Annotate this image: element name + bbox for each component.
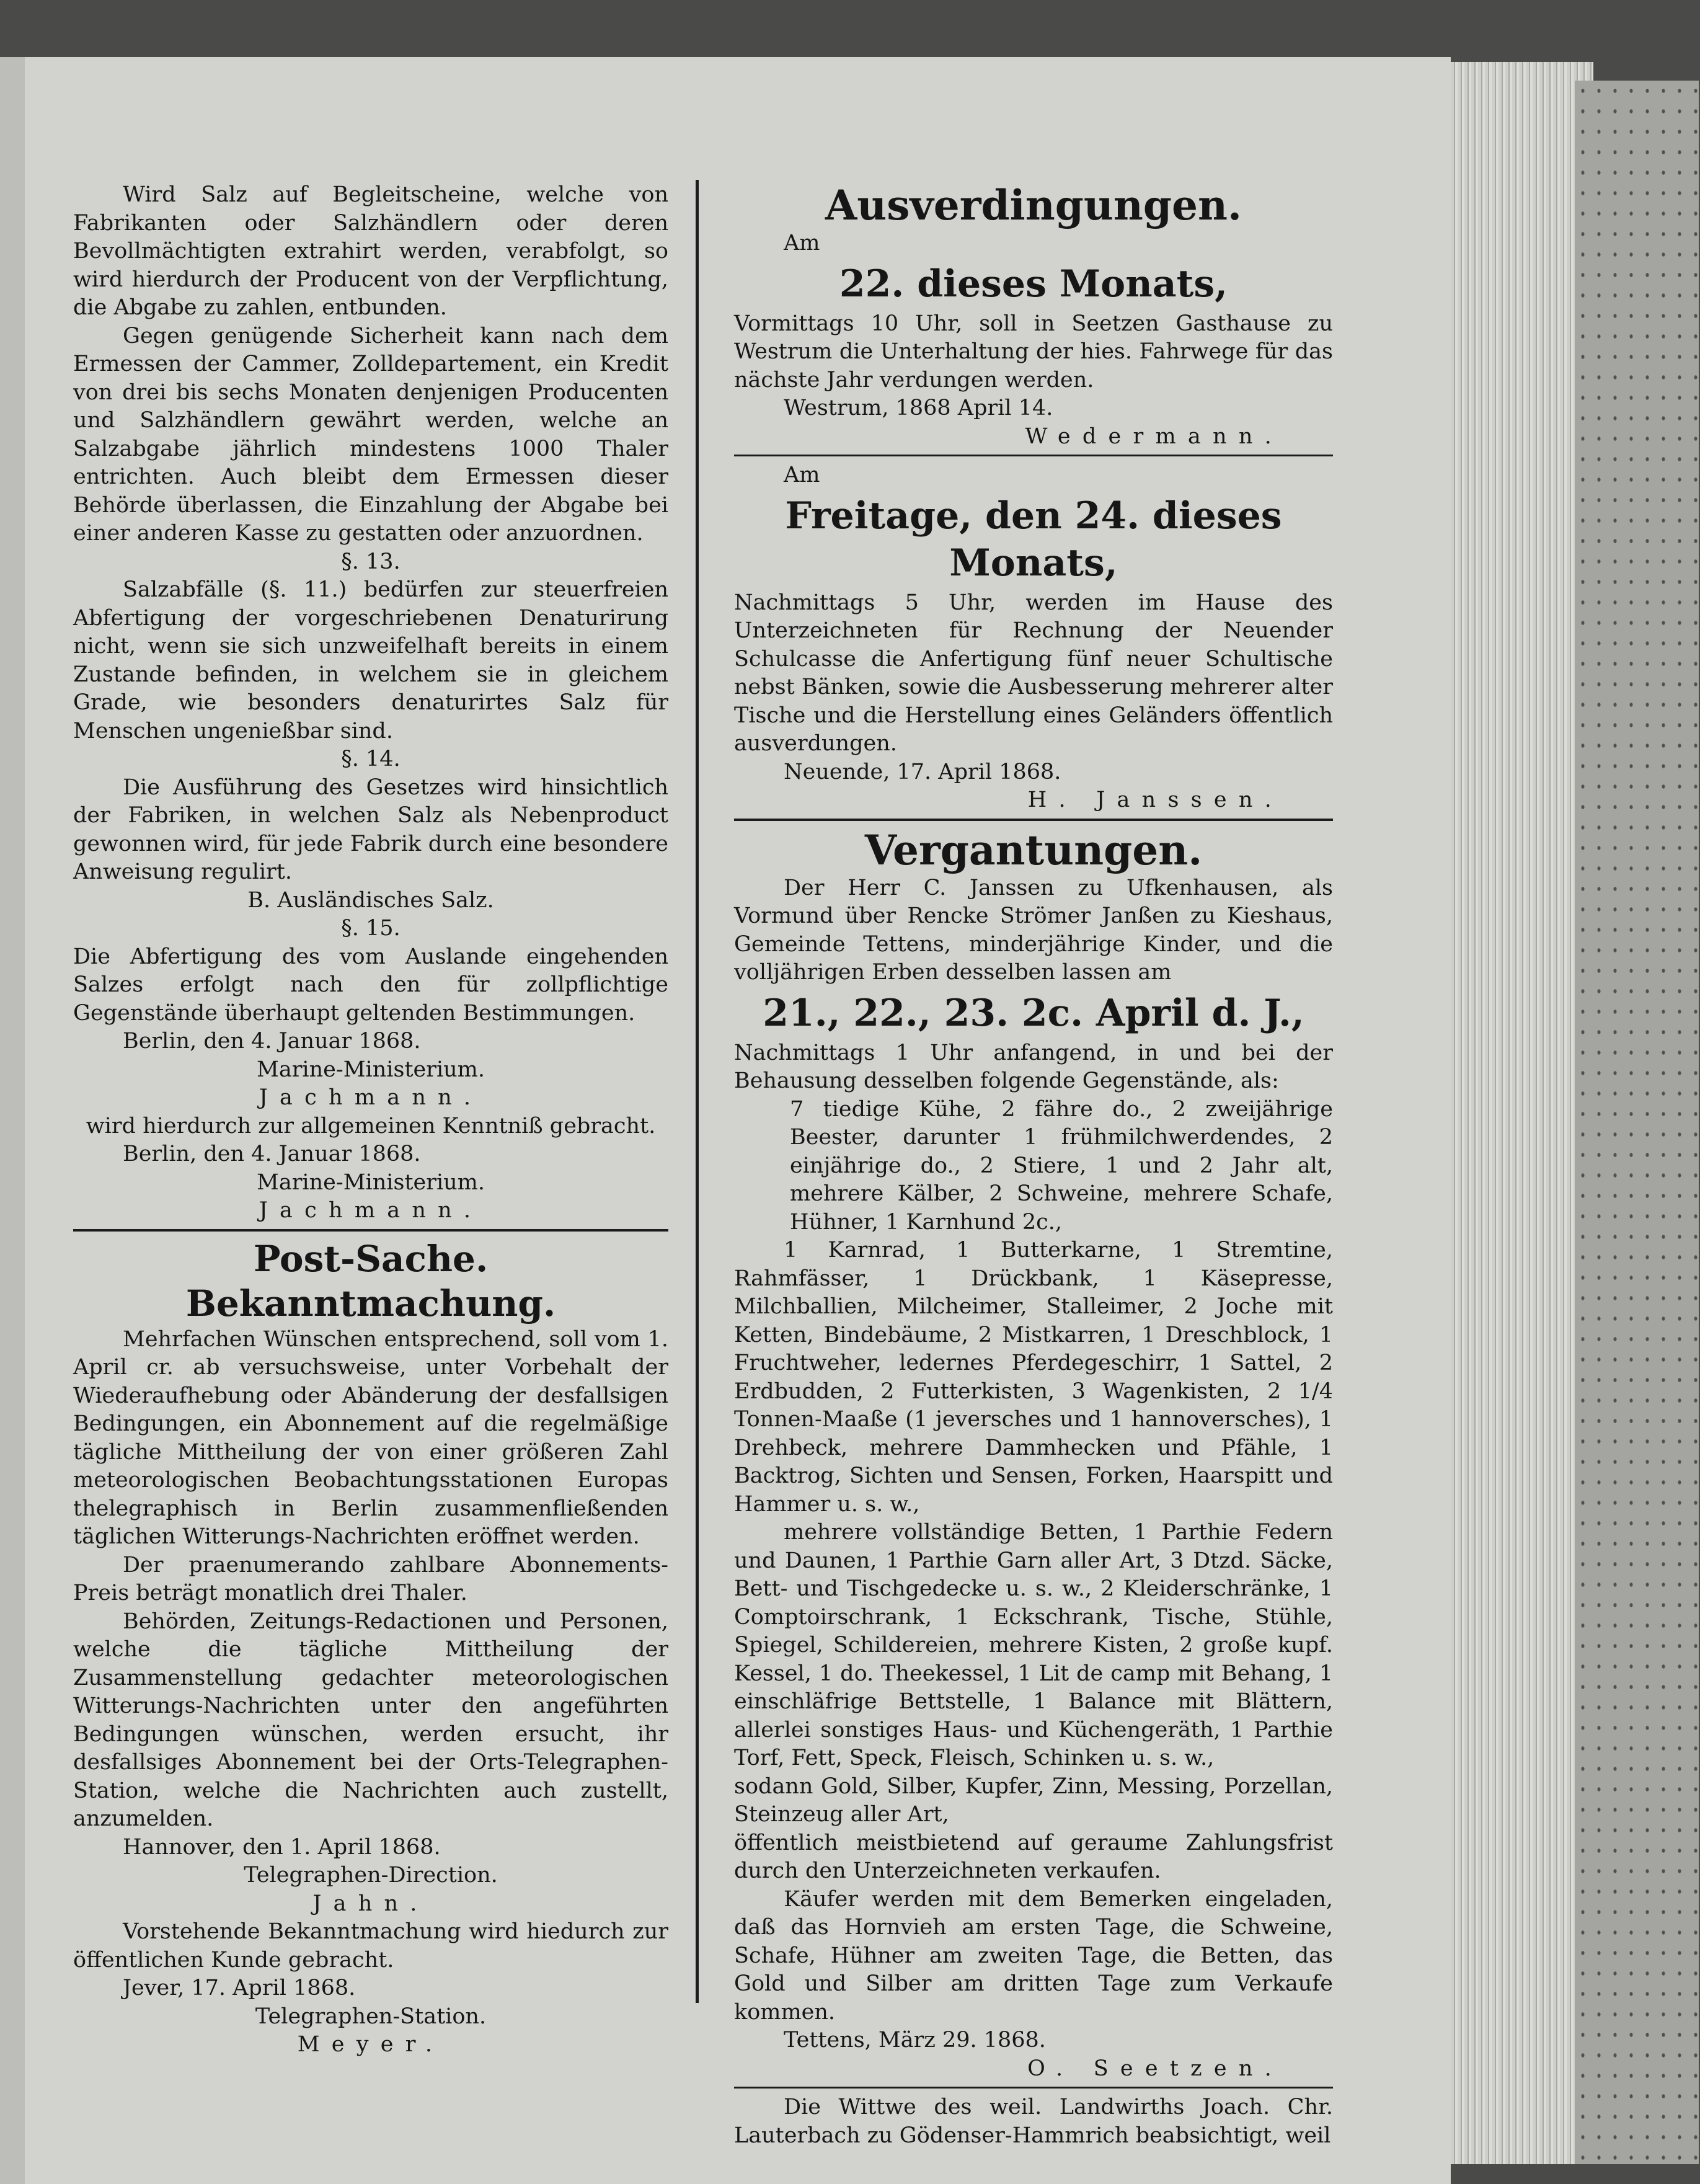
- ad1-place-date: Westrum, 1868 April 14.: [784, 396, 1053, 420]
- right-column: [734, 181, 1333, 2150]
- signer-jachmann-2: Jachmann.: [259, 1198, 483, 1223]
- date-berlin-2: Berlin, den 4. Januar 1868.: [123, 1142, 421, 1166]
- bekanntmachung-paragraph-2: Der praenumerando zahlbare Abonnements-Preis beträgt monatlich drei Thaler.: [73, 1552, 668, 1605]
- ministry-2: Marine-Ministerium.: [257, 1170, 485, 1195]
- column-divider: [696, 180, 699, 2003]
- signer-seetzen: O. Seetzen.: [1027, 2056, 1283, 2081]
- ad1-date: 22. dieses Monats,: [839, 262, 1228, 306]
- part-b-heading: B. Ausländisches Salz.: [247, 887, 494, 913]
- ad1-text: Vormittags 10 Uhr, soll in Seetzen Gasthause zu Westrum die Unterhaltung der hies. Fahrwege für das nächste Jahr verdungen werden.: [734, 311, 1333, 393]
- ad2-place-date: Neuende, 17. April 1868.: [784, 759, 1061, 784]
- section-15-text: Die Abfertigung des vom Auslande eingehenden Salzes erfolgt nach den für zollpflichtige Gegenstände überhaupt geltenden Bestimmungen.: [73, 944, 668, 1026]
- section-13-text: Salzabfälle (§. 11.) bedürfen zur steuerfreien Abfertigung der vorgeschriebenen Denaturirung nicht, wenn sie sich unzweifelhaft bereits in einem Zustande befinden, in welchem sie in gleichem Grade, wie besonders denaturirtes Salz für Menschen ungenießbar sind.: [73, 577, 668, 744]
- signer-meyer: Meyer.: [297, 2032, 445, 2057]
- ad-divider-1: [734, 455, 1333, 456]
- vergantung-time: Nachmittags 1 Uhr anfangend, in und bei der Behausung desselben folgende Gegenstände, als:: [734, 1040, 1333, 1093]
- bekanntmachung-paragraph-3: Behörden, Zeitungs-Redactionen und Personen, welche die tägliche Mittheilung der Zusammenstellung gedachter meteorologischen Witterungs-Nachrichten unter den angeführten Bedingungen wünschen, werden ersucht, ihr desfallsiges Abonnement bei der Orts-Telegraphen-Station, welche die Nachrichten auch zustellt, anzumelden.: [73, 1609, 668, 1831]
- date-berlin-1: Berlin, den 4. Januar 1868.: [123, 1029, 421, 1054]
- publication-note: wird hierdurch zur allgemeinen Kenntniß gebracht.: [86, 1113, 656, 1139]
- ausverdingungen-heading: Ausverdingungen.: [825, 181, 1242, 229]
- wittwe-lauterbach-text: Die Wittwe des weil. Landwirths Joach. Chr. Lauterbach zu Gödenser-Hammrich beabsichtigt, weil: [734, 2095, 1333, 2148]
- items-household: mehrere vollständige Betten, 1 Parthie Federn und Daunen, 1 Parthie Garn aller Art, 3 Dtzd. Säcke, Bett- und Tischgedecke u. s. w., 2 Kleiderschränke, 1 Comptoirschrank, 1 Eckschrank, Tische, Stühle, Spiegel, Schildereien, mehrere Kisten, 2 große kupf. Kessel, 1 do. Theekessel, 1 Lit de camp mit Behang, 1 einschläfrige Bettstelle, 1 Balance mit Blättern, allerlei sonstiges Haus- und Küchengeräth, 1 Parthie Torf, Fett, Speck, Fleisch, Schinken u. s. w.,: [734, 1520, 1333, 1770]
- bekanntmachung-paragraph-1: Mehrfachen Wünschen entsprechend, soll vom 1. April cr. ab versuchsweise, unter Vorbehalt der Wiederaufhebung oder Abänderung der desfallsigen Bedingungen, ein Abonnement auf die regelmäßige tägliche Mittheilung der von einer größeren Zahl meteorologischen Beobachtungsstationen Europas thelegraphisch in Berlin zusammenfließenden täglichen Witterungs-Nachrichten eröffnet werden.: [73, 1326, 668, 1549]
- hannover-date: Hannover, den 1. April 1868.: [123, 1834, 441, 1860]
- book-fore-edge: [1451, 62, 1593, 2164]
- telegraphen-station: Telegraphen-Station.: [255, 2004, 487, 2029]
- ad-divider-2: [734, 819, 1333, 821]
- items-livestock: 7 tiedige Kühe, 2 fähre do., 2 zweijährige Beester, darunter 1 frühmilchwerdendes, 2 einjährige do., 2 Stiere, 1 und 2 Jahr alt, mehrere Kälber, 2 Schweine, mehrere Schafe, Hühner, 1 Karnhund 2c.,: [790, 1096, 1333, 1235]
- ad2-text: Nachmittags 5 Uhr, werden im Hause des Unterzeichneten für Rechnung der Neuender Schulcasse die Anfertigung fünf neuer Schultische nebst Bänken, sowie die Ausbesserung mehrerer alter Tische und die Herstellung eines Geländers öffentlich ausverdungen.: [734, 590, 1333, 756]
- signer-jahn: Jahn.: [312, 1891, 429, 1916]
- telegraphen-direction: Telegraphen-Direction.: [244, 1863, 498, 1888]
- left-column: [73, 181, 668, 2059]
- items-dairy-tools: 1 Karnrad, 1 Butterkarne, 1 Stremtine, Rahmfässer, 1 Drückbank, 1 Käsepresse, Milchballien, Milcheimer, Stalleimer, 2 Joche mit Ketten, Bindebäume, 2 Mistkarren, 1 Dreschblock, 1 Fruchtweher, ledernes Pferdegeschirr, 1 Sattel, 2 Erdbudden, 2 Futterkisten, 3 Wagenkisten, 2 1/4 Tonnen-Maaße (1 jeversches und 1 hannoversches), 1 Drehbeck, mehrere Dammhecken und Pfähle, 1 Backtrog, Sichten und Sensen, Forken, Haarspitt und Hammer u. s. w.,: [734, 1238, 1333, 1517]
- vergantung-dates: 21., 22., 23. 2c. April d. J.,: [763, 991, 1304, 1035]
- signer-jachmann-1: Jachmann.: [259, 1085, 483, 1110]
- ad1-am: Am: [784, 231, 820, 255]
- ad-divider-3: [734, 2087, 1333, 2089]
- section-divider: [73, 1229, 668, 1232]
- vergantung-sale: öffentlich meistbietend auf geraume Zahlungsfrist durch den Unterzeichneten verkaufen.: [734, 1830, 1333, 1883]
- section-13-heading: §. 13.: [341, 549, 401, 574]
- ad2-signer: H. Janssen.: [1027, 788, 1283, 812]
- ministry-1: Marine-Ministerium.: [257, 1057, 485, 1082]
- vergantungen-heading: Vergantungen.: [864, 825, 1203, 874]
- vergantung-intro: Der Herr C. Janssen zu Ufkenhausen, als Vormund über Rencke Strömer Janßen zu Kieshaus, Gemeinde Tettens, minderjährige Kinder, und die volljährigen Erben desselben lassen am: [734, 875, 1333, 985]
- book-cover: [1575, 81, 1699, 2164]
- salz-intro-paragraph: Wird Salz auf Begleitscheine, welche von Fabrikanten oder Salzhändlern oder deren Bevollmächtigten extrahirt werden, verabfolgt, so wird hierdurch der Producent von der Verpflichtung, die Abgabe zu zahlen, entbunden.: [73, 182, 668, 320]
- adjacent-page-edge: [0, 57, 27, 2184]
- section-14-heading: §. 14.: [341, 747, 401, 771]
- jever-date: Jever, 17. April 1868.: [123, 1976, 356, 2000]
- items-metals: sodann Gold, Silber, Kupfer, Zinn, Messing, Porzellan, Steinzeug aller Art,: [734, 1773, 1333, 1827]
- ad2-date: Freitage, den 24. dieses Monats,: [785, 494, 1282, 585]
- ad2-am: Am: [784, 463, 820, 487]
- post-sache-heading: Post-Sache.: [253, 1237, 489, 1280]
- section-15-heading: §. 15.: [341, 916, 401, 941]
- salz-kredit-paragraph: Gegen genügende Sicherheit kann nach dem Ermessen der Cammer, Zolldepartement, ein Kredit von drei bis sechs Monaten denjenigen Producenten und Salzhändlern gewährt werden, welche an Salzabgabe jährlich mindestens 1000 Thaler entrichten. Auch bleibt dem Ermessen dieser Behörde überlassen, die Einzahlung der Abgabe bei einer anderen Kasse zu gestatten oder anzuordnen.: [73, 323, 668, 546]
- tettens-date: Tettens, März 29. 1868.: [784, 2028, 1046, 2053]
- vorstehende-paragraph: Vorstehende Bekanntmachung wird hiedurch zur öffentlichen Kunde gebracht.: [73, 1919, 668, 1973]
- vergantung-buyers: Käufer werden mit dem Bemerken eingeladen, daß das Hornvieh am ersten Tage, die Schweine, Schafe, Hühner am zweiten Tage, die Betten, das Gold und Silber am dritten Tage zum Verkaufe kommen.: [734, 1886, 1333, 2025]
- ad1-signer: Wedermann.: [1025, 424, 1283, 449]
- section-14-text: Die Ausführung des Gesetzes wird hinsichtlich der Fabriken, in welchen Salz als Nebenproduct gewonnen wird, für jede Fabrik durch eine besondere Anweisung regulirt.: [73, 775, 668, 884]
- bekanntmachung-heading: Bekanntmachung.: [185, 1282, 556, 1325]
